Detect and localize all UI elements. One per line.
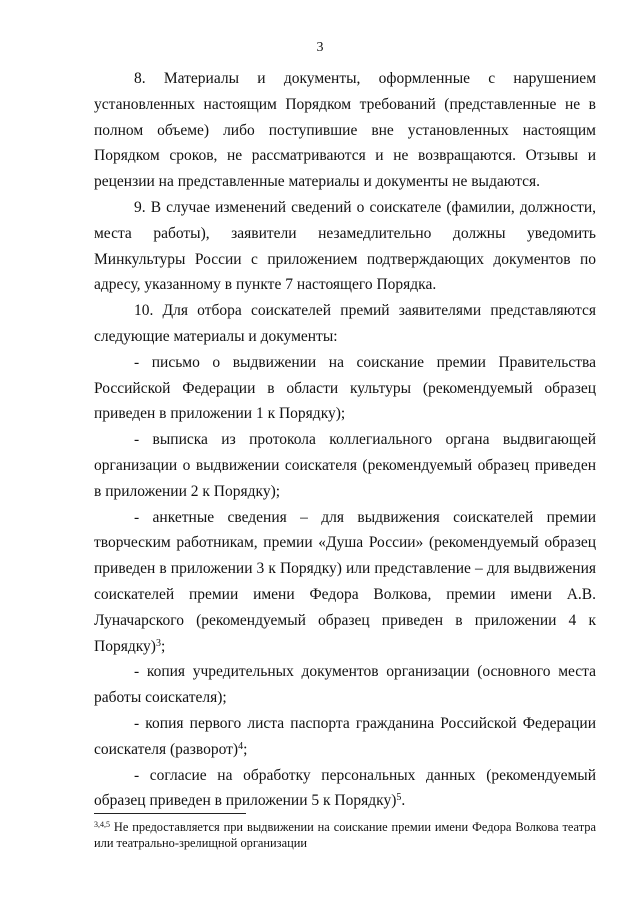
footnote-ref: 5 <box>396 792 402 804</box>
list-item-tail: ; <box>243 740 248 758</box>
list-item-text: - копия первого листа паспорта гражданина Российской Федерации соискателя (разворот) <box>94 714 596 758</box>
paragraph-10: 10. Для отбора соискателей премий заявителями представляются следующие материалы и документы: <box>94 302 596 345</box>
footnote-text: Не предоставляется при выдвижении на соискание премии имени Федора Волкова театра или театрально-зрелищной организации <box>94 820 596 850</box>
list-item-personal-details <box>94 505 596 660</box>
list-item-founding-documents <box>94 659 596 711</box>
list-item-text: - анкетные сведения – для выдвижения соискателей премии творческим работникам, премии «Душа России» (рекомендуемый образец приведен в приложении 3 к Порядку) или представление – для выдвижения соискателей премии имени Федора Волкова, премии имени А.В. Луначарского (рекомендуемый образец приведен в приложении 4 к Порядку) <box>94 508 596 655</box>
footnote <box>94 819 596 851</box>
footnote-divider <box>94 813 246 814</box>
list-item-text: - согласие на обработку персональных данных (рекомендуемый образец приведен в приложении 5 к Порядку) <box>94 766 596 810</box>
page-number: 3 <box>316 40 324 55</box>
list-item-passport-copy <box>94 711 596 763</box>
paragraph-9: 9. В случае изменений сведений о соискателе (фамилии, должности, места работы), заявители незамедлительно должны уведомить Минкультуры России с приложением подтверждающих документов по адресу, указанному в пункте 7 настоящего Порядка. <box>94 198 596 294</box>
footnote-ref: 4 <box>238 740 244 752</box>
paragraph-8: 8. Материалы и документы, оформленные с нарушением установленных настоящим Порядком требований (представленные не в полном объеме) либо поступившие вне установленных настоящим Порядком сроков, не рассматриваются и не возвращаются. Отзывы и рецензии на представленные материалы и документы не выдаются. <box>94 70 596 191</box>
footnote-ref: 3 <box>155 637 161 649</box>
list-item-text: - копия учредительных документов организации (основного места работы соискателя); <box>94 663 596 707</box>
document-body <box>94 66 596 814</box>
list-item-data-consent <box>94 763 596 815</box>
footnote-marks: 3,4,5 <box>94 820 110 829</box>
list-item-text: - письмо о выдвижении на соискание премии Правительства Российской Федерации в области культуры (рекомендуемый образец приведен в приложении 1 к Порядку); <box>94 353 596 423</box>
list-item-text: - выписка из протокола коллегиального органа выдвигающей организации о выдвижении соискателя (рекомендуемый образец приведен в приложении 2 к Порядку); <box>94 431 596 500</box>
list-item-protocol-extract <box>94 427 596 504</box>
list-item-letter <box>94 350 596 427</box>
list-item-tail: ; <box>160 637 166 655</box>
list-item-tail: . <box>401 792 406 810</box>
